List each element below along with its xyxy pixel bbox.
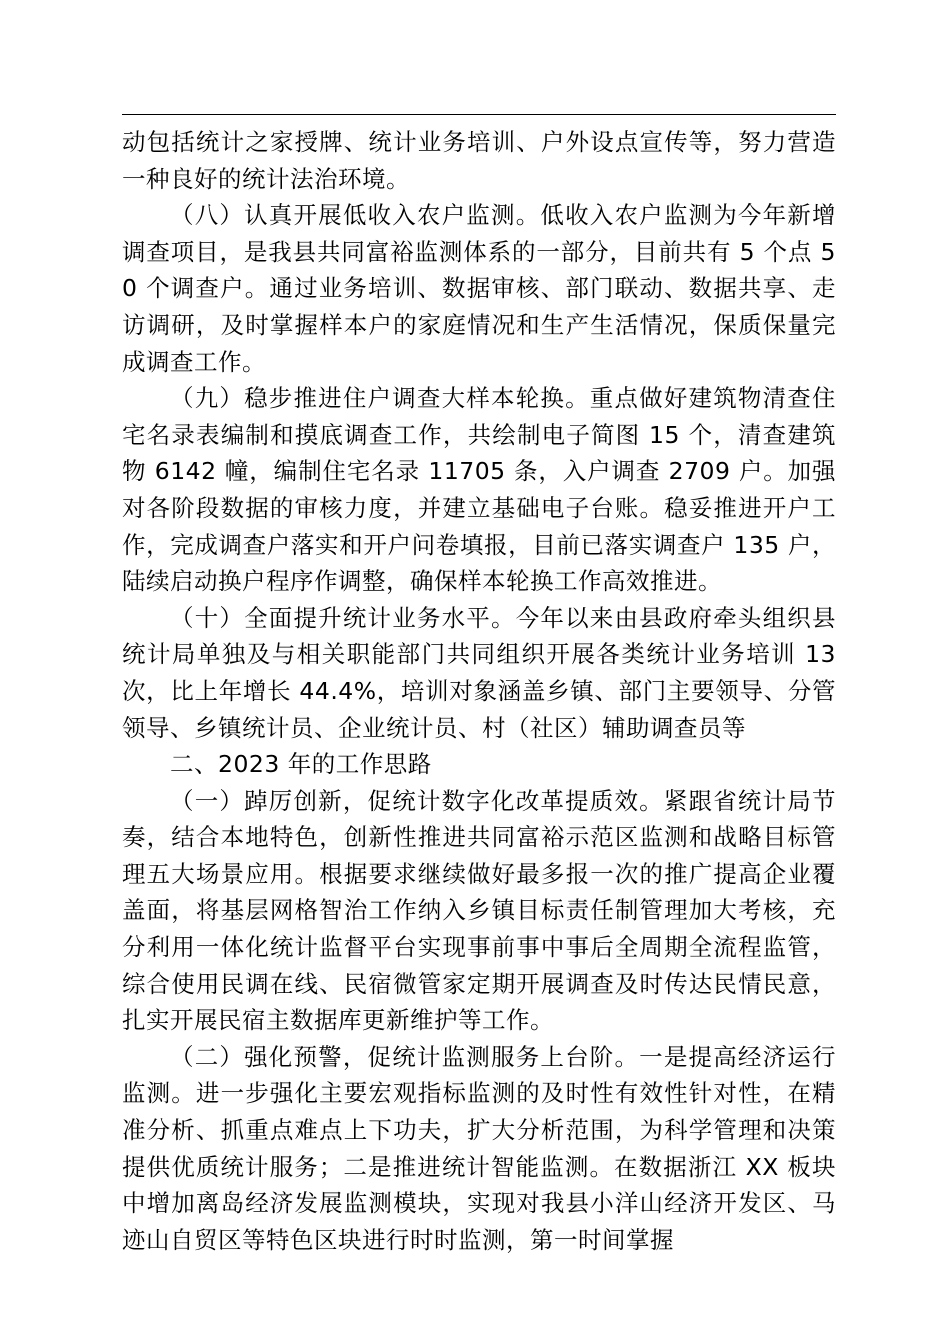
paragraph-low-income-monitoring: （八）认真开展低收入农户监测。低收入农户监测为今年新增调查项目，是我县共同富裕监测体系的一部分，目前共有 5 个点 50 个调查户。通过业务培训、数据审核、部门联动、数据共享、走访调研，及时掌握样本户的家庭情况和生产生活情况，保质保量完成调查工作。 — [122, 201, 836, 376]
paragraph-monitoring-warning: （二）强化预警，促统计监测服务上台阶。一是提高经济运行监测。进一步强化主要宏观指标监测的及时性有效性针对性，在精准分析、抓重点难点上下功夫，扩大分析范围，为科学管理和决策提供优质统计服务；二是推进统计智能监测。在数据浙江 XX 板块中增加离岛经济发展监测模块，实现对我县小洋山经济开发区、马迹山自贸区等特色区块进行时时监测，第一时间掌握 — [122, 1042, 836, 1254]
paragraph-statistics-training: （十）全面提升统计业务水平。今年以来由县政府牵头组织县统计局单独及与相关职能部门共同组织开展各类统计业务培训 13 次，比上年增长 44.4%，培训对象涵盖乡镇、部门主要领导、分管领导、乡镇统计员、企业统计员、村（社区）辅助调查员等 — [122, 603, 836, 742]
header-rule — [122, 114, 836, 115]
document-body — [122, 124, 836, 1258]
paragraph-continuation: 动包括统计之家授牌、统计业务培训、户外设点宣传等，努力营造一种良好的统计法治环境。 — [122, 128, 836, 193]
paragraph-digital-reform: （一）踔厉创新，促统计数字化改革提质效。紧跟省统计局节奏，结合本地特色，创新性推进共同富裕示范区监测和战略目标管理五大场景应用。根据要求继续做好最多报一次的推广提高企业覆盖面，将基层网格智治工作纳入乡镇目标责任制管理加大考核，充分利用一体化统计监督平台实现事前事中事后全周期全流程监管，综合使用民调在线、民宿微管家定期开展调查及时传达民情民意，扎实开展民宿主数据库更新维护等工作。 — [122, 786, 836, 1035]
section-heading-2023-plan: 二、2023 年的工作思路 — [170, 750, 432, 779]
paragraph-household-survey-rotation: （九）稳步推进住户调查大样本轮换。重点做好建筑物清查住宅名录表编制和摸底调查工作，共绘制电子简图 15 个，清查建筑物 6142 幢，编制住宅名录 11705 条，入户调查 2709 户。加强对各阶段数据的审核力度，并建立基础电子台账。稳妥推进开户工作，完成调查户落实和开户问卷填报，目前已落实调查户 135 户，陆续启动换户程序作调整，确保样本轮换工作高效推进。 — [122, 384, 836, 596]
